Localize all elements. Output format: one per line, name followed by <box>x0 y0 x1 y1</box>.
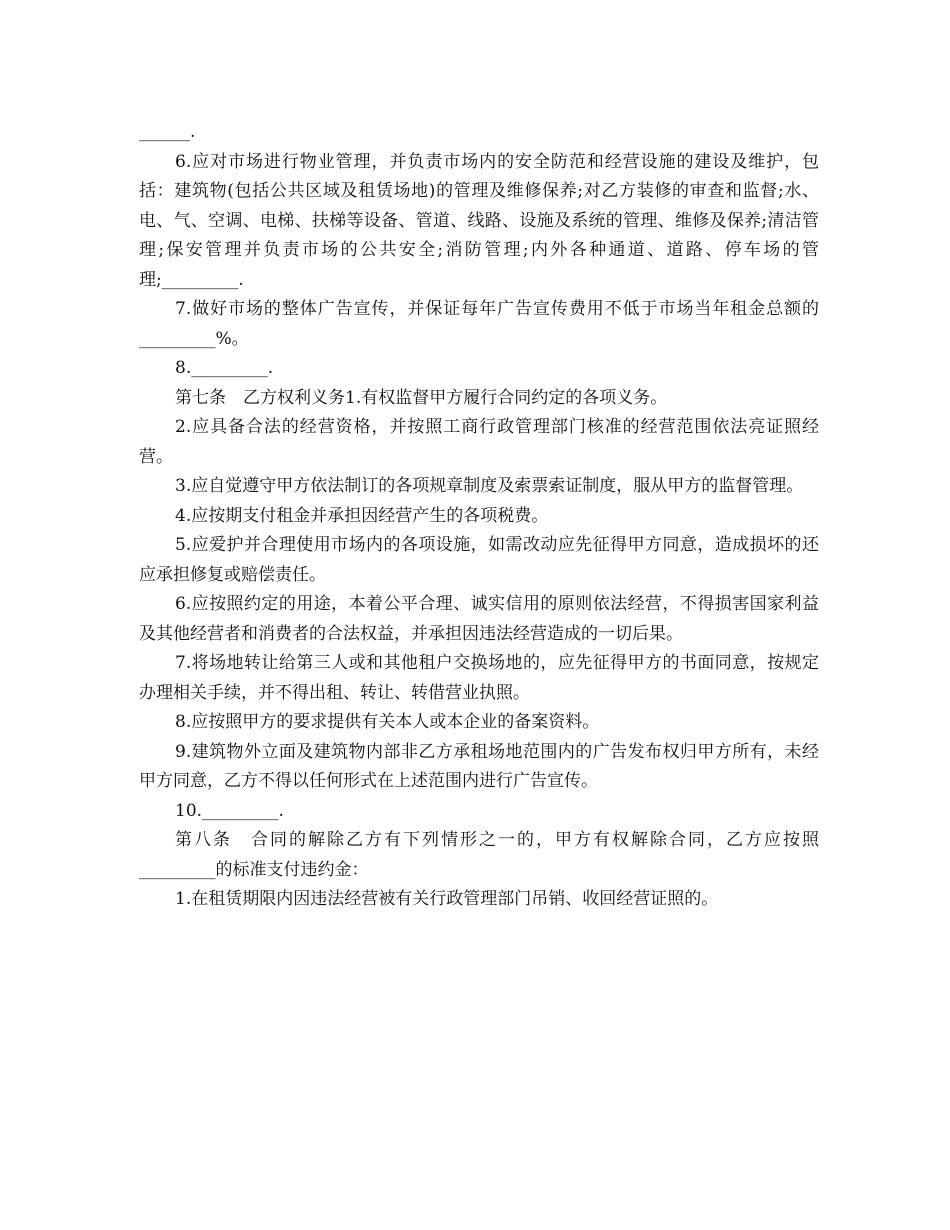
paragraph-item-8-blank: 8._________. <box>175 358 274 378</box>
paragraph-b-item-6: 6.应按照约定的用途，本着公平合理、诚实信用的原则依法经营，不得损害国家利益及其他经营者和消费者的合法权益，并承担因违法经营造成的一切后果。 <box>139 594 819 644</box>
paragraph-item-7-advertising: 7.做好市场的整体广告宣传，并保证每年广告宣传费用不低于市场当年租金总额的_________%。 <box>139 299 819 349</box>
paragraph-b-item-2: 2.应具备合法的经营资格，并按照工商行政管理部门核准的经营范围依法亮证照经营。 <box>139 417 819 467</box>
paragraph-b-item-9: 9.建筑物外立面及建筑物内部非乙方承租场地范围内的广告发布权归甲方所有，未经甲方同意，乙方不得以任何形式在上述范围内进行广告宣传。 <box>139 741 819 791</box>
document-body <box>139 118 819 915</box>
paragraph-continuation: ______. <box>139 122 196 142</box>
article-8-heading: 第八条 合同的解除乙方有下列情形之一的，甲方有权解除合同，乙方应按照_________的标准支付违约金： <box>139 830 819 880</box>
paragraph-b-item-7: 7.将场地转让给第三人或和其他租户交换场地的，应先征得甲方的书面同意，按规定办理相关手续，并不得出租、转让、转借营业执照。 <box>139 653 819 703</box>
paragraph-b-item-8: 8.应按照甲方的要求提供有关本人或本企业的备案资料。 <box>175 712 600 732</box>
paragraph-termination-item-1: 1.在租赁期限内因违法经营被有关行政管理部门吊销、收回经营证照的。 <box>175 889 719 909</box>
article-7-heading: 第七条 乙方权利义务1.有权监督甲方履行合同约定的各项义务。 <box>175 387 668 408</box>
paragraph-item-6-property-management: 6.应对市场进行物业管理，并负责市场内的安全防范和经营设施的建设及维护，包括：建筑物(包括公共区域及租赁场地)的管理及维修保养;对乙方装修的审查和监督;水、电、气、空调、电梯、扶梯等设备、管道、线路、设施及系统的管理、维修及保养;清洁管理;保安管理并负责市场的公共安全;消防管理;内外各种通道、道路、停车场的管理;_________. <box>139 151 819 290</box>
paragraph-b-item-5: 5.应爱护并合理使用市场内的各项设施，如需改动应先征得甲方同意，造成损坏的还应承担修复或赔偿责任。 <box>139 535 819 585</box>
paragraph-b-item-10-blank: 10._________. <box>175 800 284 821</box>
paragraph-b-item-3: 3.应自觉遵守甲方依法制订的各项规章制度及索票索证制度，服从甲方的监督管理。 <box>175 476 804 496</box>
paragraph-b-item-4: 4.应按期支付租金并承担因经营产生的各项税费。 <box>175 505 549 526</box>
